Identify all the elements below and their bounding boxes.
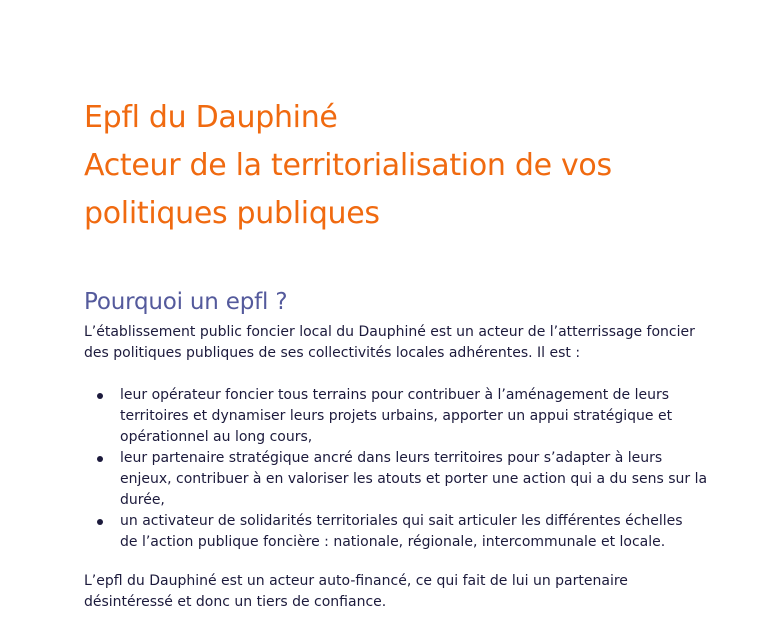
intro-paragraph xyxy=(84,322,704,364)
outro-line-1: L’epfl du Dauphiné est un acteur auto-financé, ce qui fait de lui un partenaire xyxy=(84,573,628,589)
bullet-item-line: durée, xyxy=(120,492,165,508)
page-title-line-2: Acteur de la territorialisation de vos xyxy=(84,148,612,183)
bullet-list xyxy=(84,385,708,553)
bullet-item-line: de l’action publique foncière : nationale, régionale, intercommunale et locale. xyxy=(120,534,666,550)
bullet-item-operateur xyxy=(84,385,704,448)
bullet-dot-icon xyxy=(97,519,103,525)
outro-paragraph xyxy=(84,571,704,613)
page-title-line-3: politiques publiques xyxy=(84,196,380,231)
page-title-line-1: Epfl du Dauphiné xyxy=(84,100,338,135)
section-heading: Pourquoi un epfl ? xyxy=(84,289,288,315)
bullet-item-line: enjeux, contribuer à en valoriser les atouts et porter une action qui a du sens sur la xyxy=(120,471,708,487)
bullet-item-line: un activateur de solidarités territoriales qui sait articuler les différentes échelles xyxy=(120,513,683,529)
bullet-item-partenaire xyxy=(84,448,708,511)
page-title xyxy=(84,94,704,238)
outro-line-2: désintéressé et donc un tiers de confiance. xyxy=(84,594,387,610)
bullet-item-line: leur partenaire stratégique ancré dans leurs territoires pour s’adapter à leurs xyxy=(120,450,663,466)
bullet-item-line: territoires et dynamiser leurs projets urbains, apporter un appui stratégique et xyxy=(120,408,673,424)
intro-line-1: L’établissement public foncier local du Dauphiné est un acteur de l’atterrissage foncier xyxy=(84,324,695,340)
intro-line-2: des politiques publiques de ses collectivités locales adhérentes. Il est : xyxy=(84,345,581,361)
bullet-dot-icon xyxy=(97,393,103,399)
bullet-item-line: leur opérateur foncier tous terrains pour contribuer à l’aménagement de leurs xyxy=(120,387,670,403)
bullet-dot-icon xyxy=(97,456,103,462)
bullet-item-activateur xyxy=(84,511,704,553)
bullet-item-line: opérationnel au long cours, xyxy=(120,429,313,445)
